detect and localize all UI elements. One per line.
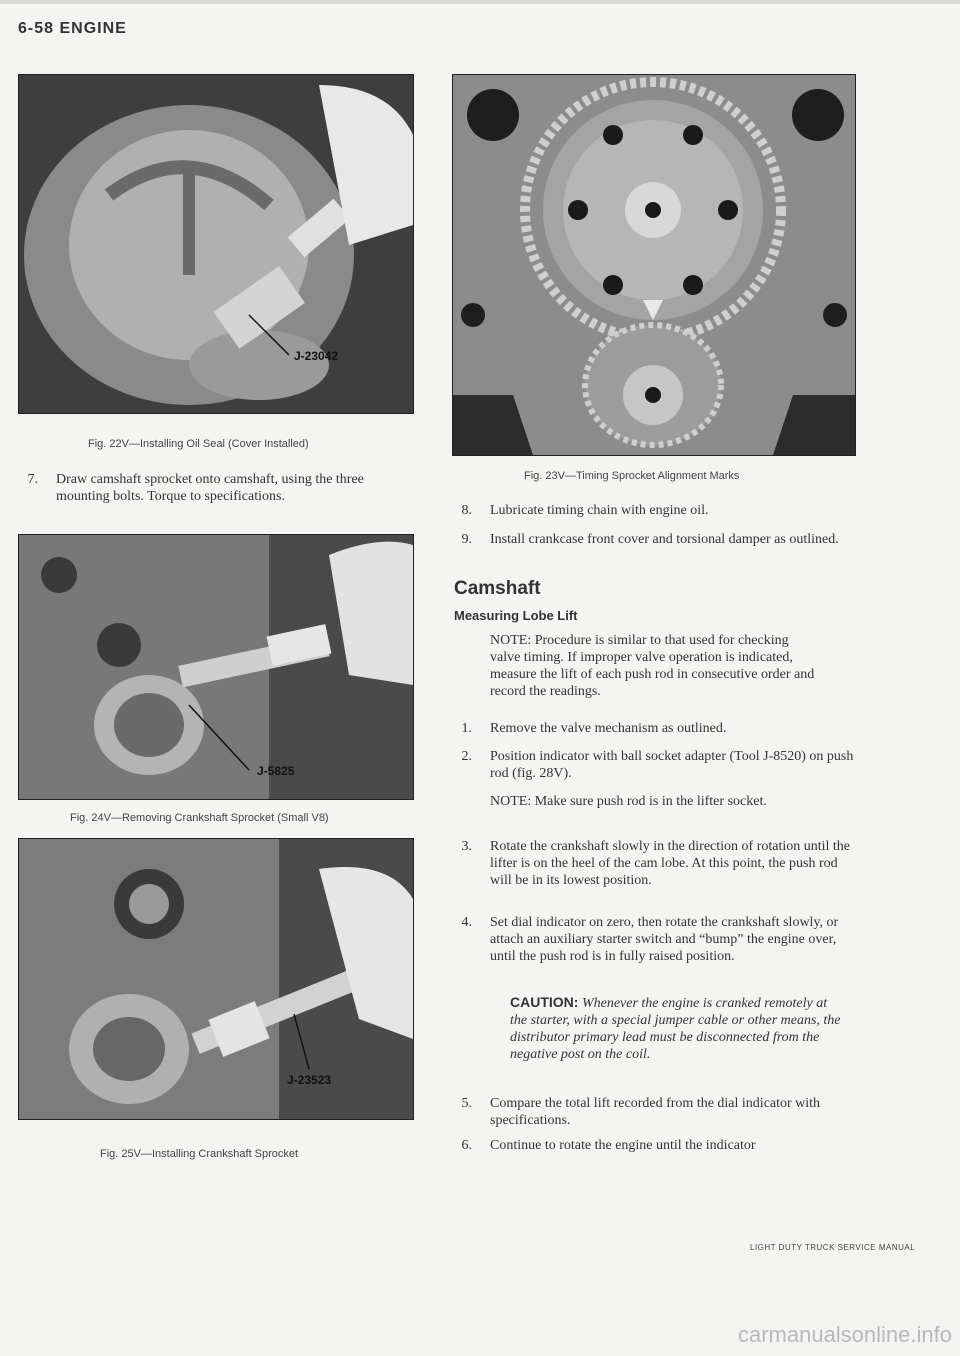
figure-22v-caption: Fig. 22V—Installing Oil Seal (Cover Installed) xyxy=(88,438,309,450)
step-7-number: 7. xyxy=(27,472,38,487)
figure-24v-photo xyxy=(18,534,414,800)
step-5-text: Compare the total lift recorded from the dial indicator with specifications. xyxy=(490,1096,821,1128)
caution-label: CAUTION: xyxy=(510,994,579,1010)
step-3-number: 3. xyxy=(461,839,472,854)
step-5-number: 5. xyxy=(461,1096,472,1111)
figure-23v-photo xyxy=(452,74,856,456)
page-header: 6-58 ENGINE xyxy=(18,20,127,37)
note-procedure: NOTE: Procedure is similar to that used for checking valve timing. If improper valve operation is indicated, measure the lift of each push rod in consecutive order and record the readings. xyxy=(490,633,815,699)
step-4-number: 4. xyxy=(461,915,472,930)
watermark: carmanualsonline.info xyxy=(737,1322,952,1347)
step-1-number: 1. xyxy=(461,721,472,736)
step-9-number: 9. xyxy=(461,532,472,547)
tool-label-j23042: J-23042 xyxy=(294,349,339,363)
step-6-number: 6. xyxy=(461,1138,472,1153)
step-4-text: Set dial indicator on zero, then rotate the crankshaft slowly, or attach an auxiliary starter switch and “bump” the engine over, until the push rod is in fully raised position. xyxy=(490,915,839,964)
caution-block xyxy=(510,994,844,1063)
note-push-rod: NOTE: Make sure push rod is in the lifter socket. xyxy=(490,794,767,809)
subsection-title: Measuring Lobe Lift xyxy=(454,608,578,623)
figure-25v-photo xyxy=(18,838,414,1120)
step-1-text: Remove the valve mechanism as outlined. xyxy=(490,721,727,736)
step-8-text: Lubricate timing chain with engine oil. xyxy=(490,503,709,518)
caution-text: Whenever the engine is cranked remotely at the starter, with a special jumper cable or other means, the distributor primary lead must be disconnected from the negative post on the coil. xyxy=(510,996,841,1062)
step-7-text: Draw camshaft sprocket onto camshaft, using the three mounting bolts. Torque to specifications. xyxy=(56,472,364,504)
top-rule xyxy=(0,0,960,4)
tool-label-j5825: J-5825 xyxy=(257,764,295,778)
step-3-text: Rotate the crankshaft slowly in the direction of rotation until the lifter is on the heel of the cam lobe. At this point, the push rod will be in its lowest position. xyxy=(490,839,851,888)
section-title-camshaft: Camshaft xyxy=(454,578,541,599)
step-2-number: 2. xyxy=(461,749,472,764)
step-6-text: Continue to rotate the engine until the indicator xyxy=(490,1138,756,1153)
figure-25v-caption: Fig. 25V—Installing Crankshaft Sprocket xyxy=(100,1148,299,1160)
step-2-text: Position indicator with ball socket adapter (Tool J-8520) on push rod (fig. 28V). xyxy=(490,749,854,781)
page-footer: LIGHT DUTY TRUCK SERVICE MANUAL xyxy=(750,1243,916,1252)
figure-23v-caption: Fig. 23V—Timing Sprocket Alignment Marks xyxy=(524,470,740,482)
step-9-text: Install crankcase front cover and torsional damper as outlined. xyxy=(490,532,839,547)
figure-22v-photo xyxy=(18,74,414,414)
figure-24v-caption: Fig. 24V—Removing Crankshaft Sprocket (Small V8) xyxy=(70,812,329,824)
step-8-number: 8. xyxy=(461,503,472,518)
tool-label-j23523: J-23523 xyxy=(287,1073,332,1087)
